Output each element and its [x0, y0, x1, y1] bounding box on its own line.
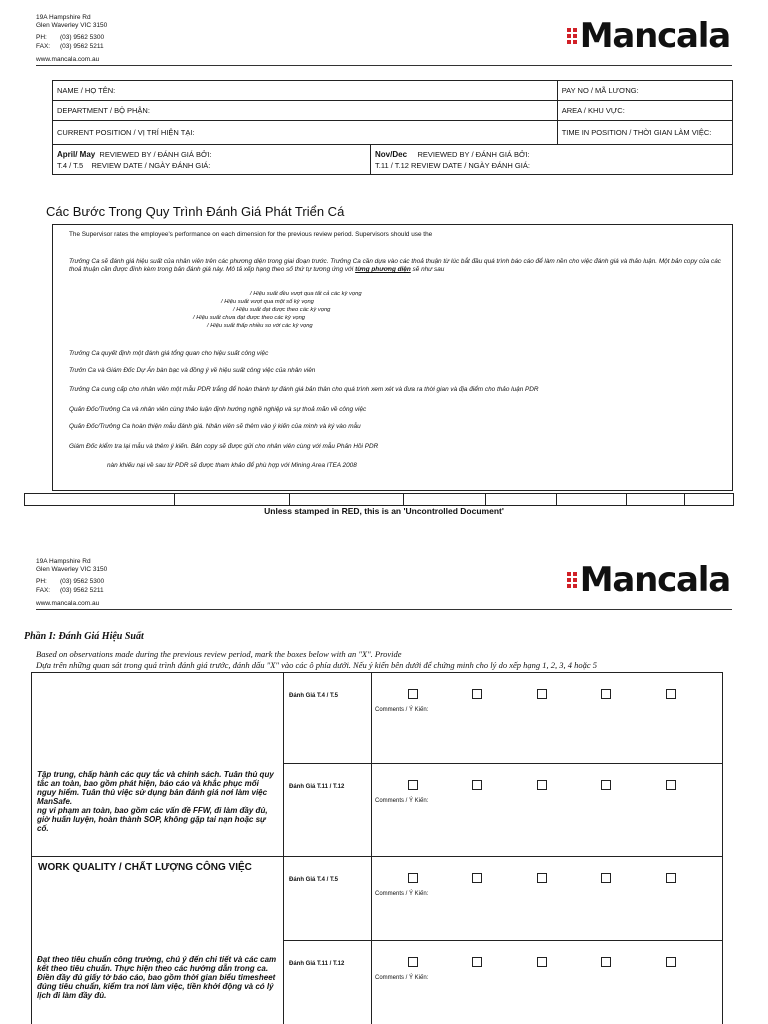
name-field[interactable]: NAME / HỌ TÊN:: [53, 81, 558, 101]
performance-rating-table: [31, 672, 723, 1024]
letterhead-page1: [0, 14, 768, 70]
document-control-row: [24, 493, 734, 506]
mancala-logo: [567, 560, 730, 600]
area-field[interactable]: AREA / KHU VỰC:: [557, 101, 732, 121]
rating-4: / Hiệu suất chưa đạt được theo các kỳ vọng: [193, 315, 306, 321]
process-step-2: Trưởn Ca và Giám Đốc Dự Án bàn bạc và đồng ý về hiệu suất công việc của nhân viên: [69, 367, 316, 374]
process-intro: The Supervisor rates the employee's performance on each dimension for the previous review period. Supervisors should use the: [69, 231, 433, 238]
rating-checkbox-1[interactable]: [408, 780, 418, 790]
header-divider: [36, 609, 732, 610]
logo-wordmark: Mancala: [579, 16, 730, 56]
part1-title: Phần I: Đánh Giá Hiệu Suất: [24, 631, 144, 642]
rating-checkbox-5[interactable]: [666, 689, 676, 699]
department-field[interactable]: DEPARTMENT / BỘ PHẬN:: [53, 101, 558, 121]
rating-checkbox-4[interactable]: [601, 689, 611, 699]
company-website: www.mancala.com.au: [36, 56, 100, 63]
part1-instructions-en: Based on observations made during the previous review period, mark the boxes below with an "X". Provide: [36, 649, 402, 659]
process-step-4: Quản Đốc/Trưởng Ca và nhân viên cùng thảo luận định hướng nghề nghiệp và sự thoả mãn về công việc: [69, 406, 367, 413]
rating-checkbox-5[interactable]: [666, 780, 676, 790]
rating-checkbox-3[interactable]: [537, 873, 547, 883]
rating-checkbox-2[interactable]: [472, 689, 482, 699]
logo-dots-icon: [567, 572, 577, 588]
employee-info-table: [52, 80, 733, 175]
comments-label: Comments / Ý Kiến:: [375, 975, 429, 981]
rating-checkbox-5[interactable]: [666, 873, 676, 883]
rating-checkbox-3[interactable]: [537, 780, 547, 790]
part1-instructions-vi: Dựa trên những quan sát trong quá trình đánh giá trước, đánh dấu "X" vào các ô phía dưới. Nếu ý kiến bên dưới để chứng minh cho lý do xếp hạng 1, 2, 3, 4 hoặc 5: [36, 660, 598, 670]
criterion-1-description: Tập trung, chấp hành các quy tắc và chính sách. Tuân thủ quy tắc an toàn, bao gồm phát hiện, báo cáo và khắc phục mối nguy hiểm. Tuân thủ việc sử dụng bản đánh giá nơi làm việc ManSafe. ng vi phạm an toàn, bao gồm các vấn đề FFW, đi làm đầy đủ, giờ huấn luyện, hoàn thành SOP, không gặp tai nạn hoặc sự cố.: [32, 673, 284, 857]
comments-label: Comments / Ý Kiến:: [375, 891, 429, 897]
process-para1: Trưởng Ca sẽ đánh giá hiệu suất của nhân viên trên các phương diện trong giai đoạn trước. Trưởng Ca cần dựa vào các thoả thuận từ lúc bắt đầu quá trình báo cáo để làm nền cho việc đánh giá và thảo luận. Một bản copy của các thoả thuận cần được đính kèm trong bản đánh giá này. Mô tả xếp hạng theo số thứ tự tương ứng với từng phương diện sẽ như sau: [69, 258, 721, 273]
uncontrolled-document-notice: Unless stamped in RED, this is an 'Uncontrolled Document': [264, 506, 504, 516]
company-address: 19A Hampshire Rd Glen Waverley VIC 3150 PH: (03) 9562 5300 FAX: (03) 9562 5211 www.mancala.com.au: [36, 558, 108, 607]
rating-checkbox-1[interactable]: [408, 873, 418, 883]
rating-label-period2: Đánh Giá T.11 / T.12: [284, 941, 372, 1024]
process-step-3: Trưởng Ca cung cấp cho nhân viên một mẫu PDR trắng để hoàn thành tự đánh giá bản thân cho quá trình xem xét và đưa ra thời gian và địa điểm cho thảo luận PDR: [69, 386, 539, 393]
logo-wordmark: Mancala: [579, 560, 730, 600]
comments-label: Comments / Ý Kiến:: [375, 707, 429, 713]
rating-checkbox-1[interactable]: [408, 957, 418, 967]
rating-label-period1: Đánh Giá T.4 / T.5: [284, 673, 372, 764]
comments-label: Comments / Ý Kiến:: [375, 798, 429, 804]
rating-checkbox-2[interactable]: [472, 957, 482, 967]
rating-checkbox-1[interactable]: [408, 689, 418, 699]
criterion-2-description: WORK QUALITY / CHẤT LƯỢNG CÔNG VIỆC Đạt theo tiêu chuẩn công trường, chú ý đến chi tiết và các cam kết theo tiêu chuẩn. Thực hiện theo các hướng dẫn trong ca. Điền đầy đủ giấy tờ báo cáo, bao gồm thời gian biểu timesheet đúng tiêu chuẩn, kiểm tra nơi làm việc, tiền khởi động và có lý lịch đi làm đầy đủ.: [32, 857, 284, 1024]
rating-checkbox-3[interactable]: [537, 957, 547, 967]
rating-checkbox-3[interactable]: [537, 689, 547, 699]
rating-checkbox-4[interactable]: [601, 957, 611, 967]
rating-3: / Hiệu suất đạt được theo các kỳ vọng: [233, 307, 331, 313]
company-website: www.mancala.com.au: [36, 600, 100, 607]
mancala-logo: [567, 16, 730, 56]
rating-label-period1: Đánh Giá T.4 / T.5: [284, 857, 372, 941]
rating-boxes-c2-p2: [372, 941, 723, 1024]
process-steps-box: [52, 224, 733, 491]
review-period-2[interactable]: Nov/Dec REVIEWED BY / ĐÁNH GIÁ BỞI: T.11 / T.12 REVIEW DATE / NGÀY ĐÁNH GIÁ:: [371, 145, 733, 175]
criterion-2-heading: WORK QUALITY / CHẤT LƯỢNG CÔNG VIỆC: [38, 862, 252, 873]
letterhead-page2: [0, 558, 768, 614]
process-section-title: Các Bước Trong Quy Trình Đánh Giá Phát Triển Cá: [46, 204, 345, 219]
logo-dots-icon: [567, 28, 577, 44]
company-address: 19A Hampshire Rd Glen Waverley VIC 3150 PH: (03) 9562 5300 FAX: (03) 9562 5211 www.mancala.com.au: [36, 14, 108, 63]
rating-checkbox-5[interactable]: [666, 957, 676, 967]
rating-checkbox-2[interactable]: [472, 780, 482, 790]
process-step-7: nàn khiếu nại về sau từ PDR sẽ được tham khảo để phù hợp với Mining Area ITEA 2008: [107, 462, 357, 469]
header-divider: [36, 65, 732, 66]
current-position-field[interactable]: CURRENT POSITION / VỊ TRÍ HIỆN TẠI:: [53, 121, 558, 145]
rating-checkbox-2[interactable]: [472, 873, 482, 883]
rating-boxes-c1-p2: [372, 764, 723, 857]
rating-label-period2: Đánh Giá T.11 / T.12: [284, 764, 372, 857]
rating-boxes-c2-p1: [372, 857, 723, 941]
process-step-1: Trưởng Ca quyết định một đánh giá tổng quan cho hiệu suất công việc: [69, 350, 269, 357]
rating-5: / Hiệu suất thấp nhiều so với các kỳ vọng: [207, 323, 313, 329]
pay-no-field[interactable]: PAY NO / MÃ LƯƠNG:: [557, 81, 732, 101]
rating-1: / Hiệu suất đều vượt qua tất cả các kỳ vọng: [250, 291, 362, 297]
process-step-6: Giám Đốc kiểm tra lại mẫu và thêm ý kiến. Bản copy sẽ được gửi cho nhân viên cùng với mẫu Phản Hồi PDR: [69, 443, 379, 450]
rating-2: / Hiệu suất vượt qua một số kỳ vọng: [221, 299, 314, 305]
process-step-5: Quản Đốc/Trưởng Ca hoàn thiện mẫu đánh giá. Nhân viên sẽ thêm vào ý kiến của mình và ký vào mẫu: [69, 423, 361, 430]
rating-checkbox-4[interactable]: [601, 780, 611, 790]
rating-checkbox-4[interactable]: [601, 873, 611, 883]
review-period-1[interactable]: April/ May REVIEWED BY / ĐÁNH GIÁ BỞI: T.4 / T.5 REVIEW DATE / NGÀY ĐÁNH GIÁ:: [53, 145, 371, 175]
rating-boxes-c1-p1: [372, 673, 723, 764]
time-in-position-field[interactable]: TIME IN POSITION / THỜI GIAN LÀM VIỆC:: [557, 121, 732, 145]
